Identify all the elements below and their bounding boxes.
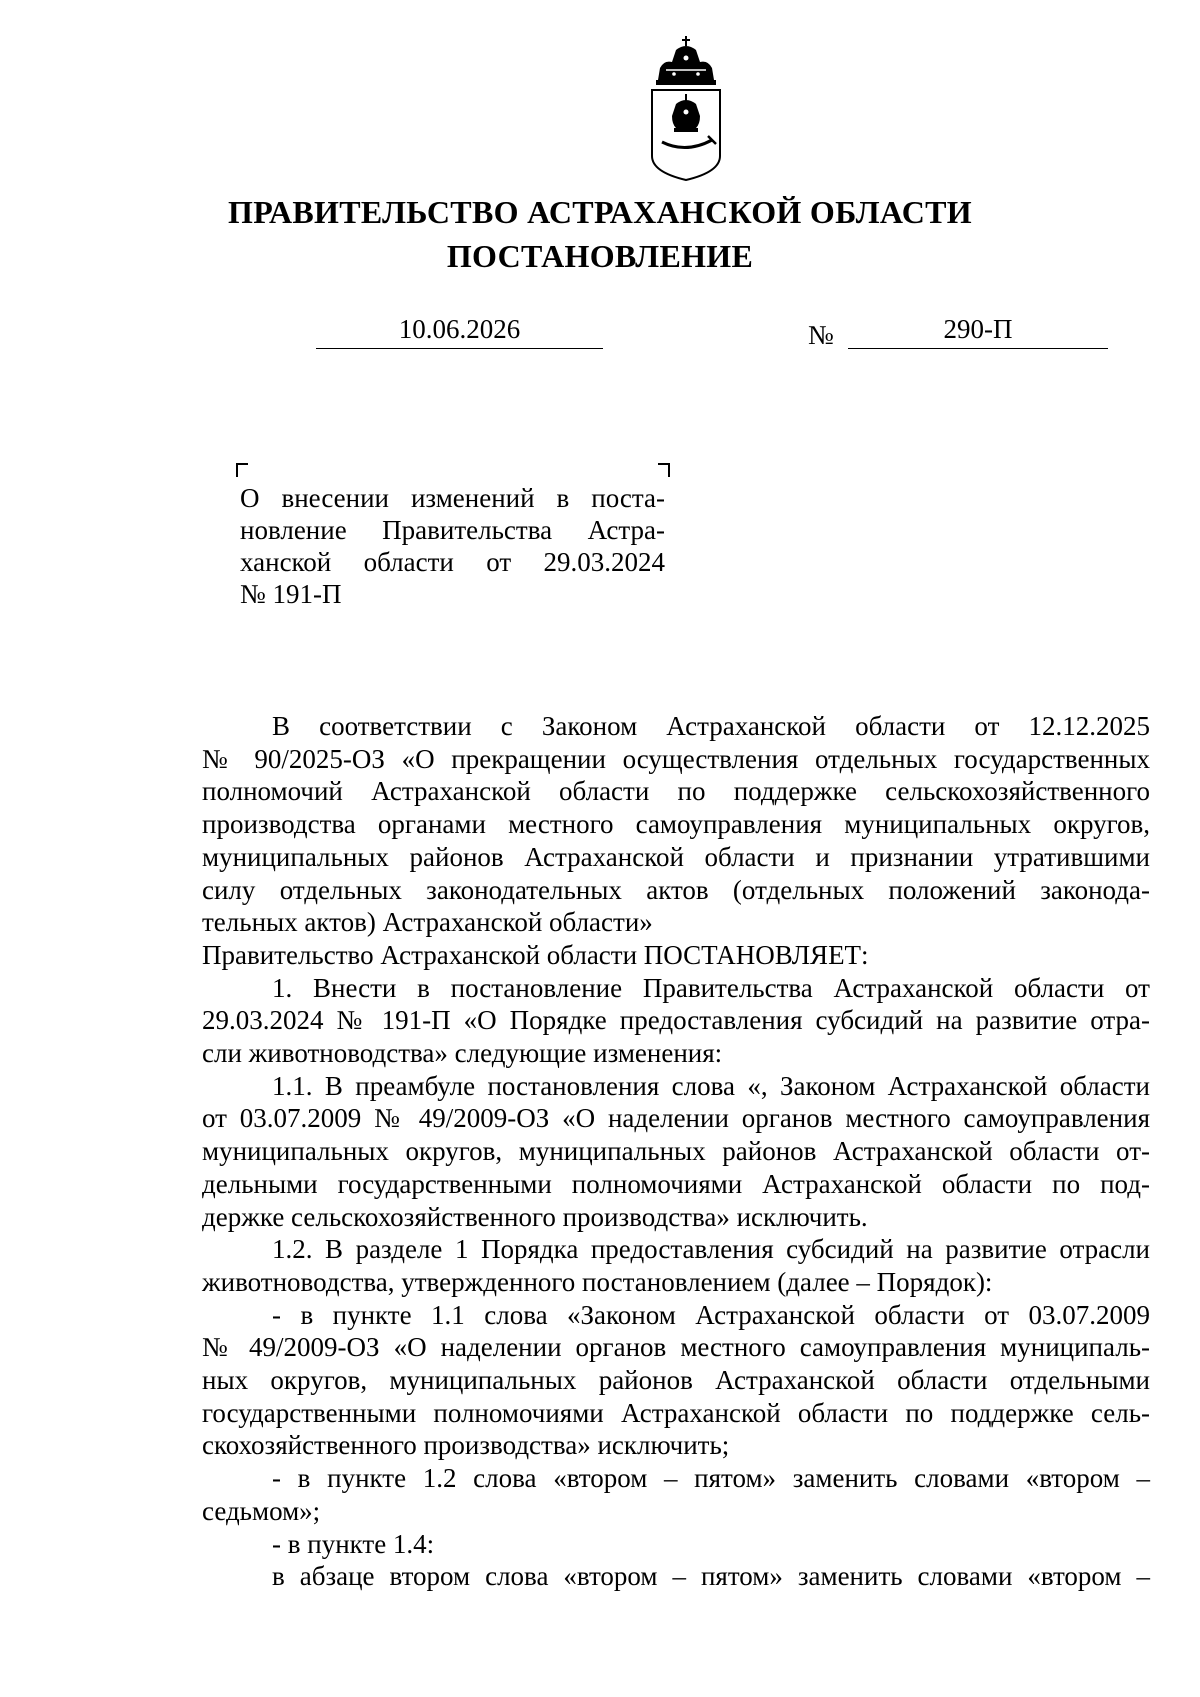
body-line: скохозяйственного производства» исключить;	[202, 1430, 730, 1461]
body-line: животноводства, утвержденного постановлением (далее – Порядок):	[202, 1266, 993, 1297]
body-line: силу отдельных законодательных актов (отдельных положений законода-	[202, 874, 1150, 905]
body-line: дельными государственными полномочиями Астраханской области по под-	[202, 1168, 1150, 1199]
body-line: № 49/2009-ОЗ «О наделении органов местного самоуправления муниципаль-	[202, 1332, 1150, 1363]
document-number: 290-П	[848, 312, 1108, 349]
body-line: от 03.07.2009 № 49/2009-ОЗ «О наделении органов местного самоуправления	[202, 1103, 1150, 1134]
body-line: 1.2. В разделе 1 Порядка предоставления субсидий на развитие отрасли	[272, 1234, 1150, 1265]
body-line: В соответствии с Законом Астраханской области от 12.12.2025	[272, 711, 1150, 741]
body-line: - в пункте 1.1 слова «Законом Астраханской области от 03.07.2009	[272, 1299, 1150, 1330]
body-line: сли животноводства» следующие изменения:	[202, 1038, 723, 1069]
body-line: - в пункте 1.2 слова «втором – пятом» заменить словами «втором –	[272, 1463, 1150, 1494]
document-date: 10.06.2026	[316, 312, 603, 349]
body-line: в абзаце втором слова «втором – пятом» заменить словами «втором –	[272, 1561, 1150, 1592]
body-line: - в пункте 1.4:	[272, 1528, 435, 1559]
body-line: муниципальных округов, муниципальных районов Астраханской области от-	[202, 1136, 1150, 1167]
subject-corner-left	[236, 463, 248, 477]
subject-line: О внесении изменений в поста-	[240, 483, 665, 513]
body-line: Правительство Астраханской области ПОСТАНОВЛЯЕТ:	[202, 939, 869, 970]
body-line: полномочий Астраханской области по поддержке сельскохозяйственного	[202, 776, 1150, 807]
body-line: 1. Внести в постановление Правительства Астраханской области от	[272, 972, 1150, 1003]
subject-line: ханской области от 29.03.2024	[240, 547, 665, 577]
document-body	[202, 710, 1150, 1593]
number-label: №	[808, 320, 834, 350]
coat-of-arms-emblem	[648, 36, 724, 182]
subject-corner-right	[658, 463, 670, 477]
body-line: производства органами местного самоуправления муниципальных округов,	[202, 809, 1150, 840]
body-line: ных округов, муниципальных районов Астраханской области отдельными	[202, 1365, 1150, 1396]
body-line: муниципальных районов Астраханской области и признании утратившими	[202, 841, 1150, 872]
body-line: тельных актов) Астраханской области»	[202, 907, 653, 938]
body-line: государственными полномочиями Астраханской области по поддержке сель-	[202, 1397, 1150, 1428]
body-line: № 90/2025-ОЗ «О прекращении осуществления отдельных государственных	[202, 743, 1150, 774]
body-line: держке сельскохозяйственного производства» исключить.	[202, 1201, 868, 1232]
body-line: седьмом»;	[202, 1495, 321, 1526]
document-subject	[240, 482, 665, 610]
organization-title: ПРАВИТЕЛЬСТВО АСТРАХАНСКОЙ ОБЛАСТИ	[228, 194, 972, 230]
body-line: 29.03.2024 № 191-П «О Порядке предоставления субсидий на развитие отра-	[202, 1005, 1150, 1036]
document-type-title: ПОСТАНОВЛЕНИЕ	[446, 238, 754, 274]
subject-line: новление Правительства Астра-	[240, 515, 665, 545]
body-line: 1.1. В преамбуле постановления слова «, Законом Астраханской области	[272, 1070, 1150, 1101]
subject-line: № 191-П	[240, 579, 342, 609]
